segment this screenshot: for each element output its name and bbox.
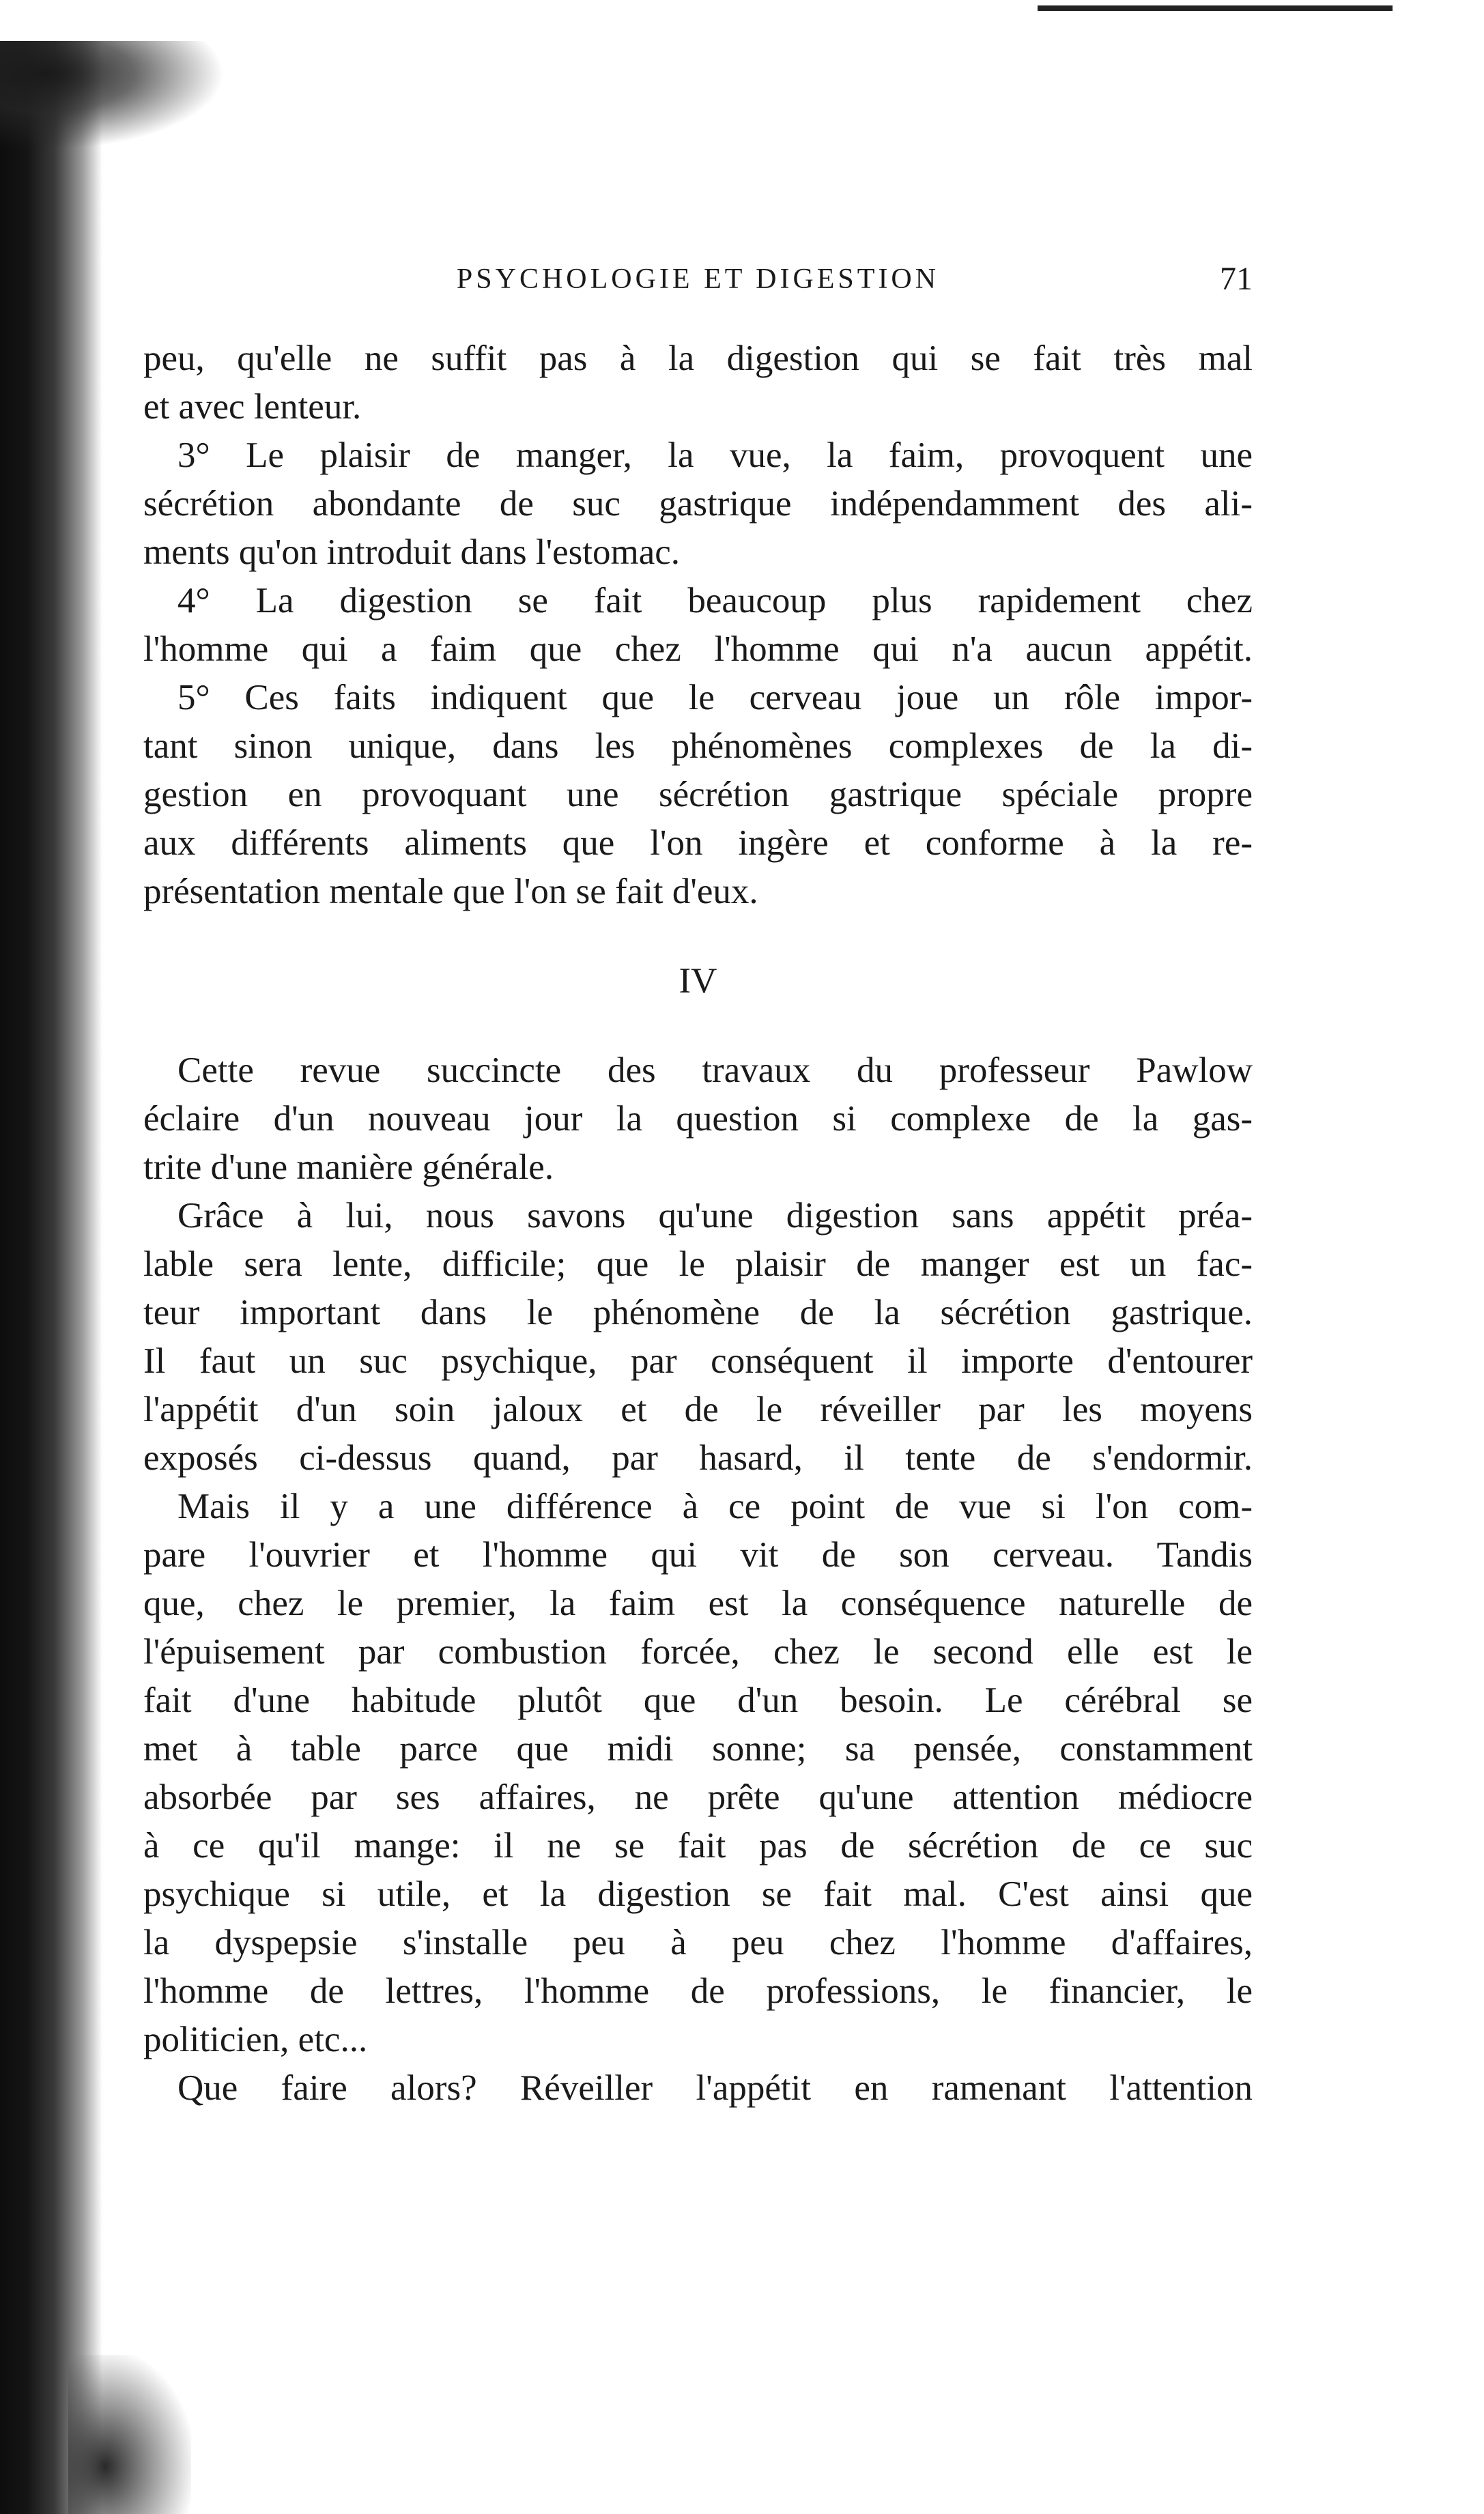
text-line: la dyspepsie s'installe peu à peu chez l'homme d'affaires, [143, 1923, 1253, 1962]
text-line: présentation mentale que l'on se fait d'eux. [143, 872, 758, 911]
text-line: et avec lenteur. [143, 387, 362, 427]
page-text [143, 334, 1253, 2113]
binding-shadow-bottom [68, 2355, 191, 2514]
text-line: sécrétion abondante de suc gastrique indépendamment des ali- [143, 484, 1253, 524]
section-heading: IV [679, 961, 717, 1001]
text-line: l'épuisement par combustion forcée, chez le second elle est le [143, 1632, 1253, 1672]
section-gap [143, 916, 1253, 957]
text-line: gestion en provoquant une sécrétion gastrique spéciale propre [143, 775, 1253, 814]
text-line: politicien, etc... [143, 2020, 368, 2059]
text-line: tant sinon unique, dans les phénomènes complexes de la di- [143, 726, 1253, 766]
text-line: que, chez le premier, la faim est la conséquence naturelle de [143, 1584, 1253, 1623]
text-line: absorbée par ses affaires, ne prête qu'une attention médiocre [143, 1777, 1253, 1817]
text-line: Grâce à lui, nous savons qu'une digestion sans appétit préa- [177, 1196, 1253, 1235]
text-line: pare l'ouvrier et l'homme qui vit de son cerveau. Tandis [143, 1535, 1253, 1575]
binding-shadow-top [0, 41, 225, 150]
running-head [143, 263, 1253, 311]
text-line: Il faut un suc psychique, par conséquent il importe d'entourer [143, 1341, 1253, 1381]
text-line: Mais il y a une différence à ce point de vue si l'on com- [177, 1487, 1253, 1526]
text-line: 4° La digestion se fait beaucoup plus rapidement chez [177, 581, 1253, 620]
section-gap [143, 1005, 1253, 1046]
text-line: ments qu'on introduit dans l'estomac. [143, 532, 681, 572]
text-line: à ce qu'il mange: il ne se fait pas de sécrétion de ce suc [143, 1826, 1253, 1866]
running-title: PSYCHOLOGIE ET DIGESTION [456, 263, 940, 295]
text-line: peu, qu'elle ne suffit pas à la digestion qui se fait très mal [143, 339, 1253, 378]
text-line: éclaire d'un nouveau jour la question si complexe de la gas- [143, 1099, 1253, 1139]
text-line: Que faire alors? Réveiller l'appétit en ramenant l'attention [177, 2068, 1253, 2108]
text-line: trite d'une manière générale. [143, 1147, 554, 1187]
text-line: met à table parce que midi sonne; sa pensée, constamment [143, 1729, 1253, 1769]
text-line: 5° Ces faits indiquent que le cerveau joue un rôle impor- [177, 678, 1253, 717]
page-number: 71 [1220, 261, 1253, 297]
text-line: teur important dans le phénomène de la sécrétion gastrique. [143, 1293, 1253, 1332]
text-line: lable sera lente, difficile; que le plaisir de manger est un fac- [143, 1244, 1253, 1284]
text-line: l'appétit d'un soin jaloux et de le réveiller par les moyens [143, 1390, 1253, 1429]
text-line: l'homme de lettres, l'homme de professions, le financier, le [143, 1971, 1253, 2011]
text-line: l'homme qui a faim que chez l'homme qui n'a aucun appétit. [143, 629, 1253, 669]
text-line: Cette revue succincte des travaux du professeur Pawlow [177, 1051, 1253, 1090]
text-line: psychique si utile, et la digestion se fait mal. C'est ainsi que [143, 1874, 1253, 1914]
top-rule [1038, 5, 1393, 11]
text-line: exposés ci-dessus quand, par hasard, il tente de s'endormir. [143, 1438, 1253, 1478]
binding-shadow [0, 41, 102, 2514]
text-line: 3° Le plaisir de manger, la vue, la faim, provoquent une [177, 435, 1253, 475]
text-line: aux différents aliments que l'on ingère et conforme à la re- [143, 823, 1253, 863]
text-line: fait d'une habitude plutôt que d'un besoin. Le cérébral se [143, 1681, 1253, 1720]
